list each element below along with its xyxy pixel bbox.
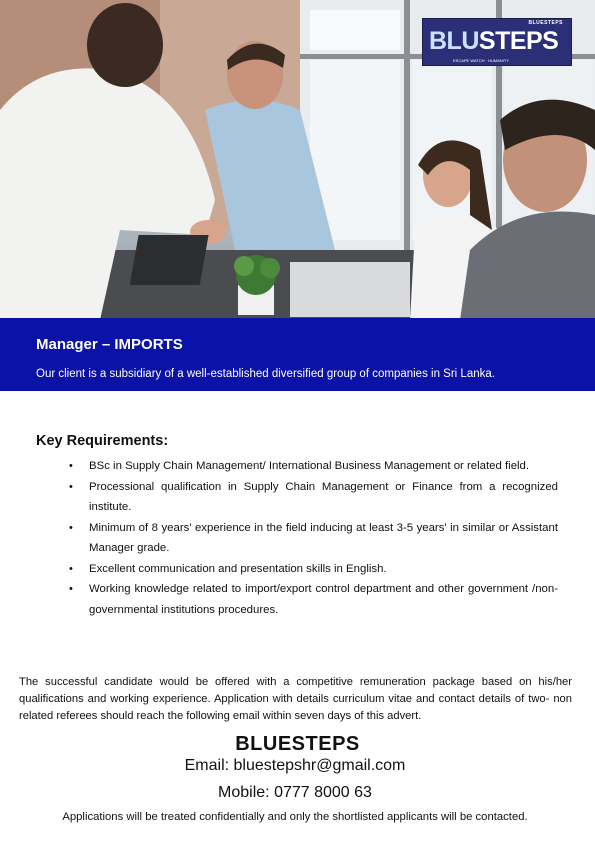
requirement-item: • Minimum of 8 years' experience in the field inducing at least 3-5 years' in similar or Assistant Manager grade. <box>56 518 558 559</box>
requirements-heading: Key Requirements: <box>36 433 169 449</box>
contact-mobile[interactable]: Mobile: 0777 8000 63 <box>218 784 372 801</box>
hero-photo <box>0 0 595 320</box>
bullet-icon: • <box>69 480 73 493</box>
requirement-item: • Processional qualification in Supply Chain Management or Finance from a recognized institute. <box>56 477 558 518</box>
requirement-item: • Excellent communication and presentation skills in English. <box>56 559 558 580</box>
contact-email[interactable]: Email: bluestepshr@gmail.com <box>184 757 406 774</box>
company-name: BLUESTEPS <box>235 733 360 755</box>
confidentiality-note: Applications will be treated confidentially and only the shortlisted applicants will be contacted. <box>62 811 528 823</box>
bluesteps-logo <box>422 18 572 66</box>
job-title: Manager – IMPORTS <box>36 336 183 353</box>
requirement-item: • Working knowledge related to import/export control department and other government /non-governmental institutions procedures. <box>56 579 558 620</box>
bullet-icon: • <box>69 460 73 472</box>
bullet-icon: • <box>69 521 73 534</box>
job-title-banner <box>0 318 595 391</box>
application-instructions: The successful candidate would be offered with a competitive remuneration package based on his/her qualifications and working experience. Application with details curriculum vitae and contact details of two- non related referees should reach the following email within seven days of this advert. <box>19 676 572 722</box>
logo-wordmark: BLUSTEPS <box>429 27 559 55</box>
company-description: Our client is a subsidiary of a well-established diversified group of companies in Sri Lanka. <box>36 368 495 380</box>
logo-small-text: BLUESTEPS <box>528 20 563 26</box>
requirement-item: • BSc in Supply Chain Management/ International Business Management or related field. <box>56 456 558 477</box>
bullet-icon: • <box>69 583 73 595</box>
requirements-list <box>56 456 558 620</box>
logo-tagline: ESCAPE WATCH · HUMANITY <box>453 58 510 63</box>
bullet-icon: • <box>69 562 73 575</box>
